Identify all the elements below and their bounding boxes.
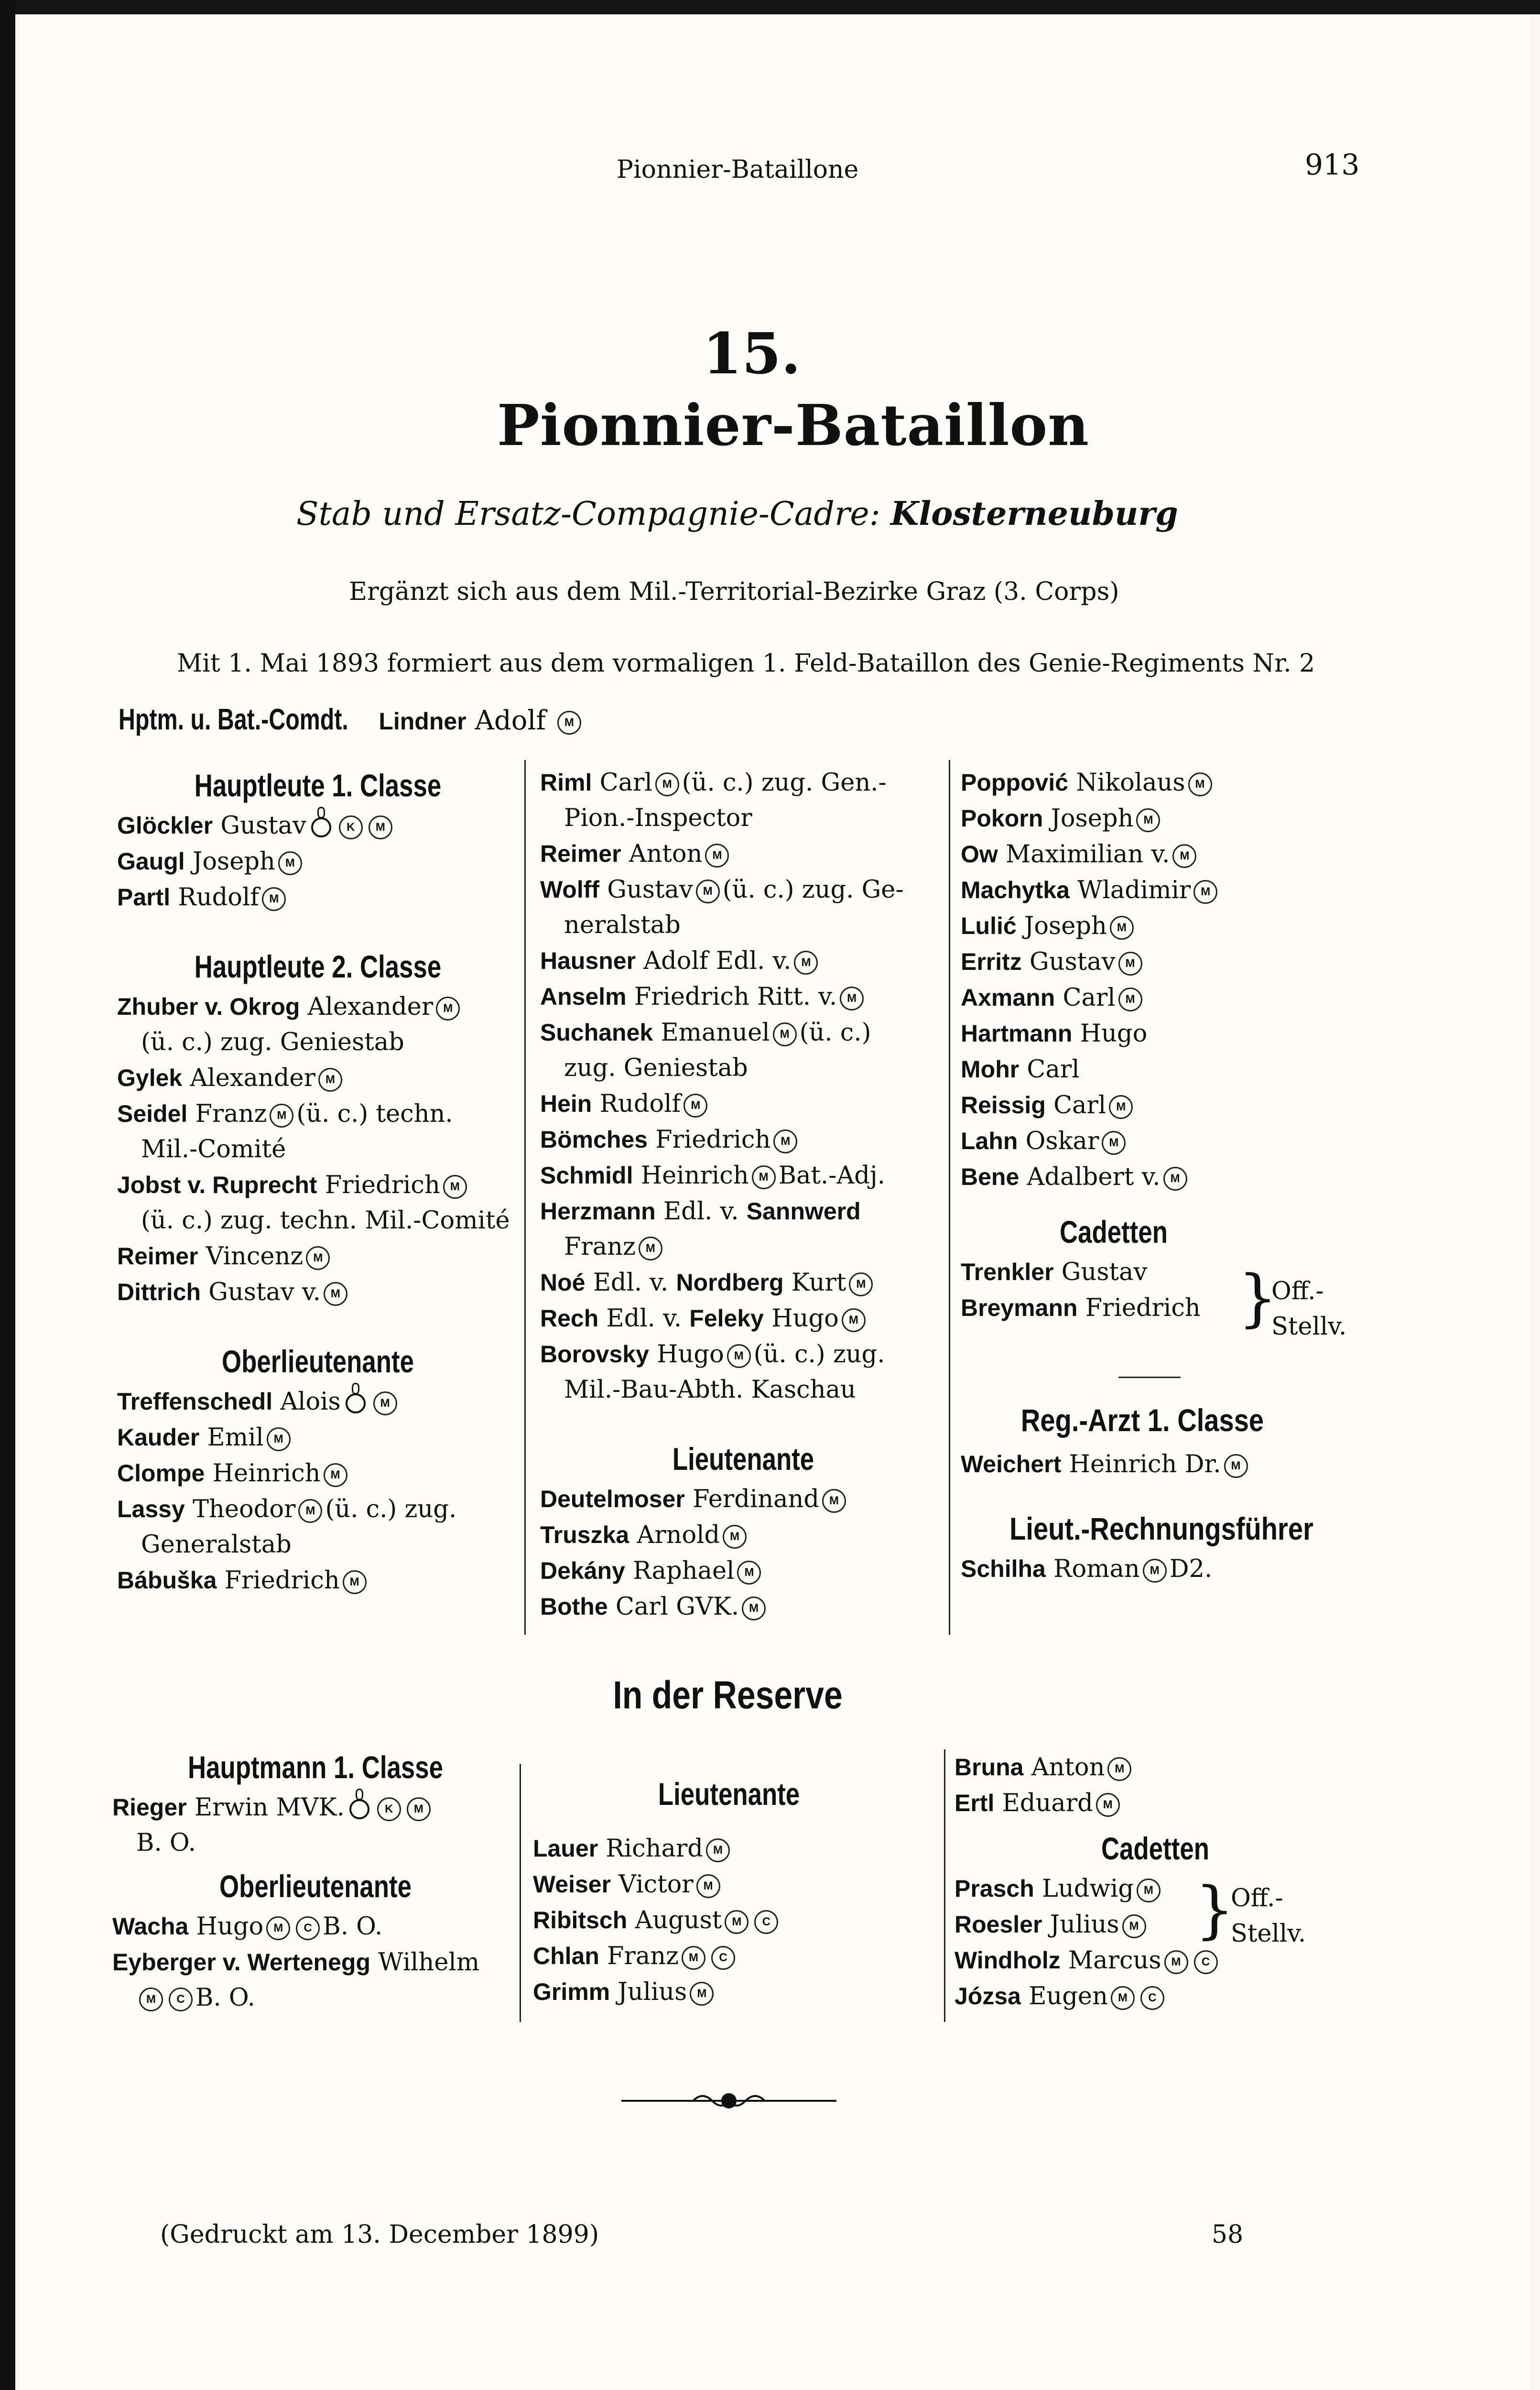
list-item: Bene Adalbert v. M bbox=[961, 1159, 1391, 1195]
column-3 bbox=[961, 765, 1391, 1587]
medal-m-icon: M bbox=[723, 1525, 747, 1549]
list-item: Weiser Victor M bbox=[533, 1867, 934, 1902]
list-item: Bothe Carl GVK. M bbox=[540, 1589, 946, 1625]
medal-m-icon: M bbox=[1164, 1950, 1188, 1974]
medal-m-icon: M bbox=[773, 1130, 797, 1153]
list-item: Treffenschedl Alois M bbox=[117, 1384, 519, 1420]
reserve-heading: In der Reserve bbox=[613, 1673, 843, 1717]
heading-reg-arzt: Reg.-Arzt 1. Classe bbox=[1020, 1402, 1264, 1438]
ornament-divider-icon bbox=[621, 2089, 836, 2113]
order-icon bbox=[346, 1393, 366, 1413]
sheet-number: 58 bbox=[1212, 2220, 1244, 2249]
commander-surname: Lindner bbox=[379, 708, 466, 735]
medal-m-icon: M bbox=[1118, 988, 1142, 1011]
medal-m-icon: M bbox=[752, 1165, 776, 1189]
list-item: Suchanek Emanuel M (ü. c.) bbox=[540, 1019, 871, 1047]
list-item: Windholz Marcus M C bbox=[954, 1943, 1375, 1978]
column-divider bbox=[520, 1764, 521, 2022]
list-item: Reimer Anton M bbox=[540, 836, 946, 872]
list-item: Lauer Richard M bbox=[533, 1831, 934, 1867]
list-item-note: Generalstab bbox=[141, 1531, 292, 1559]
medal-m-icon: M bbox=[690, 1982, 714, 2006]
medal-c-icon: C bbox=[1140, 1986, 1164, 2010]
list-item: Weichert Heinrich Dr. M bbox=[961, 1446, 1391, 1482]
recruitment-line: Ergänzt sich aus dem Mil.-Territorial-Bezirke Graz (3. Corps) bbox=[349, 577, 1119, 606]
medal-m-icon: M bbox=[557, 711, 581, 735]
medal-c-icon: C bbox=[1194, 1950, 1218, 1974]
medal-m-icon: M bbox=[267, 1427, 291, 1451]
list-item: Gaugl Joseph M bbox=[117, 844, 519, 880]
list-item: Axmann Carl M bbox=[961, 980, 1391, 1016]
subtitle bbox=[296, 495, 1178, 533]
list-item: Roesler Julius M bbox=[954, 1907, 1375, 1943]
medal-m-icon: M bbox=[318, 1068, 342, 1092]
heading-hauptmann-1: Hauptmann 1. Classe bbox=[187, 1749, 444, 1785]
list-item: Zhuber v. Okrog Alexander M bbox=[117, 989, 519, 1025]
list-item: Lahn Oskar M bbox=[961, 1123, 1391, 1159]
heading-oberlieutenante: Oberlieutenante bbox=[219, 1869, 412, 1904]
heading-rechnungsfuehrer: Lieut.-Rechnungsführer bbox=[1009, 1511, 1313, 1546]
medal-k-icon: K bbox=[339, 815, 363, 839]
medal-m-icon: M bbox=[1193, 880, 1217, 904]
list-item: Trenkler Gustav bbox=[961, 1258, 1148, 1286]
order-icon bbox=[349, 1799, 369, 1819]
medal-c-icon: C bbox=[754, 1910, 778, 1934]
list-item-note: Pion.-Inspector bbox=[564, 804, 752, 832]
medal-m-icon: M bbox=[306, 1246, 330, 1270]
list-item-note: Mil.-Comité bbox=[141, 1135, 286, 1163]
list-item: Grimm Julius M bbox=[533, 1974, 934, 2010]
brace-icon: } bbox=[1238, 1261, 1278, 1334]
commander-line bbox=[119, 703, 584, 737]
list-item-note: B. O. bbox=[136, 1829, 196, 1857]
list-item: Herzmann Edl. v. Sannwerd bbox=[540, 1197, 861, 1226]
medal-m-icon: M bbox=[324, 1282, 347, 1306]
medal-m-icon: M bbox=[849, 1272, 873, 1296]
medal-m-icon: M bbox=[1118, 952, 1142, 976]
list-item: Prasch Ludwig M bbox=[954, 1871, 1375, 1907]
page-number: 913 bbox=[1305, 148, 1360, 182]
medal-m-icon: M bbox=[373, 1391, 397, 1415]
list-item-note: Franz M bbox=[540, 1229, 946, 1265]
list-item-note: zug. Geniestab bbox=[564, 1054, 748, 1082]
heading-oberlieutenante: Oberlieutenante bbox=[222, 1344, 414, 1379]
list-item: Breymann Friedrich bbox=[961, 1294, 1201, 1322]
medal-m-icon: M bbox=[1110, 916, 1134, 940]
divider bbox=[1118, 1377, 1181, 1378]
medal-m-icon: M bbox=[725, 1910, 748, 1934]
medal-m-icon: M bbox=[696, 880, 720, 903]
medal-m-icon: M bbox=[696, 1874, 720, 1898]
heading-cadetten: Cadetten bbox=[1060, 1214, 1168, 1249]
medal-m-icon: M bbox=[324, 1463, 347, 1487]
list-item: Glöckler Gustav K M bbox=[117, 808, 519, 844]
list-item: Wolff Gustav M (ü. c.) zug. Ge- bbox=[540, 876, 904, 904]
list-item: Rech Edl. v. Feleky Hugo M bbox=[540, 1301, 946, 1336]
medal-m-icon: M bbox=[436, 997, 460, 1021]
subtitle-prefix: Stab und Ersatz-Compagnie-Cadre: bbox=[296, 495, 880, 533]
running-title: Pionnier-Bataillone bbox=[617, 155, 859, 184]
medal-m-icon: M bbox=[794, 951, 818, 975]
list-item: Seidel Franz M (ü. c.) techn. bbox=[117, 1100, 453, 1128]
medal-k-icon: K bbox=[377, 1797, 401, 1821]
heading-lieutenante: Lieutenante bbox=[672, 1441, 814, 1477]
medal-m-icon: M bbox=[407, 1797, 431, 1821]
list-item: Hein Rudolf M bbox=[540, 1086, 946, 1122]
list-item: Reimer Vincenz M bbox=[117, 1238, 519, 1274]
medal-m-icon: M bbox=[139, 1988, 163, 2011]
list-item: Dittrich Gustav v. M bbox=[117, 1274, 519, 1310]
list-item: Gylek Alexander M bbox=[117, 1060, 519, 1096]
cadet-rank-note: Off.- Stellv. bbox=[1271, 1277, 1347, 1341]
column-divider bbox=[949, 760, 950, 1635]
list-item: Józsa Eugen M C bbox=[954, 1978, 1375, 2014]
medal-m-icon: M bbox=[1102, 1131, 1126, 1155]
list-item-note: M C B. O. bbox=[112, 1980, 519, 2016]
column-1 bbox=[117, 760, 519, 1598]
medal-m-icon: M bbox=[369, 815, 392, 839]
list-item: Anselm Friedrich Ritt. v. M bbox=[540, 979, 946, 1015]
medal-m-icon: M bbox=[298, 1499, 322, 1523]
medal-c-icon: C bbox=[711, 1946, 735, 1970]
list-item: Bömches Friedrich M bbox=[540, 1122, 946, 1158]
list-item: Riml Carl M (ü. c.) zug. Gen.- bbox=[540, 769, 887, 797]
list-item: Ow Maximilian v. M bbox=[961, 836, 1391, 872]
list-item: Lulić Joseph M bbox=[961, 908, 1391, 944]
list-item: Borovsky Hugo M (ü. c.) zug. bbox=[540, 1340, 885, 1369]
medal-m-icon: M bbox=[1136, 808, 1160, 832]
commander-label: Hptm. u. Bat.-Comdt. bbox=[119, 703, 348, 736]
medal-m-icon: M bbox=[683, 1094, 707, 1118]
medal-m-icon: M bbox=[278, 851, 302, 875]
medal-m-icon: M bbox=[1163, 1167, 1187, 1191]
battalion-number: 15. bbox=[703, 320, 801, 387]
list-item: Wacha Hugo M C B. O. bbox=[112, 1912, 383, 1941]
reserve-column-3 bbox=[954, 1749, 1375, 2014]
list-item: Mohr Carl bbox=[961, 1055, 1080, 1084]
medal-m-icon: M bbox=[1143, 1559, 1167, 1583]
print-date: (Gedruckt am 13. December 1899) bbox=[160, 2220, 599, 2249]
list-item: Truszka Arnold M bbox=[540, 1517, 946, 1553]
list-item: Kauder Emil M bbox=[117, 1420, 519, 1456]
list-item: Noé Edl. v. Nordberg Kurt M bbox=[540, 1265, 946, 1301]
scan-edge-top bbox=[0, 0, 1540, 14]
formation-line: Mit 1. Mai 1893 formiert aus dem vormaligen 1. Feld-Bataillon des Genie-Regiments Nr. 2 bbox=[177, 649, 1315, 678]
reserve-column-1 bbox=[112, 1749, 519, 2016]
list-item: Pokorn Joseph M bbox=[961, 801, 1391, 836]
medal-m-icon: M bbox=[822, 1489, 846, 1513]
heading-hauptleute-1: Hauptleute 1. Classe bbox=[194, 768, 442, 803]
heading-hauptleute-2: Hauptleute 2. Classe bbox=[194, 949, 442, 984]
medal-m-icon: M bbox=[840, 987, 864, 1010]
page-title: Pionnier-Bataillon bbox=[497, 392, 1090, 458]
medal-m-icon: M bbox=[842, 1308, 866, 1332]
medal-m-icon: M bbox=[1096, 1793, 1120, 1817]
medal-m-icon: M bbox=[639, 1237, 662, 1260]
list-item: Bábuška Friedrich M bbox=[117, 1563, 519, 1598]
list-item: Jobst v. Ruprecht Friedrich M bbox=[117, 1167, 519, 1203]
medal-m-icon: M bbox=[1172, 844, 1196, 868]
commander-given: Adolf bbox=[475, 705, 546, 736]
medal-c-icon: C bbox=[169, 1988, 193, 2011]
medal-m-icon: M bbox=[262, 887, 286, 911]
heading-cadetten: Cadetten bbox=[1101, 1831, 1209, 1866]
medal-m-icon: M bbox=[655, 772, 679, 796]
list-item: Ribitsch August M C bbox=[533, 1902, 934, 1938]
medal-m-icon: M bbox=[443, 1175, 467, 1199]
list-item: Clompe Heinrich M bbox=[117, 1456, 519, 1491]
medal-m-icon: M bbox=[706, 1838, 730, 1862]
column-divider bbox=[944, 1749, 945, 2022]
list-item-note: neralstab bbox=[564, 911, 681, 939]
list-item: Machytka Wladimir M bbox=[961, 872, 1391, 908]
heading-lieutenante: Lieutenante bbox=[658, 1776, 800, 1812]
list-item: Reissig Carl M bbox=[961, 1087, 1391, 1123]
medal-m-icon: M bbox=[270, 1104, 293, 1128]
medal-c-icon: C bbox=[296, 1916, 320, 1940]
medal-m-icon: M bbox=[1137, 1879, 1160, 1902]
medal-m-icon: M bbox=[742, 1597, 766, 1620]
scan-edge-left bbox=[0, 0, 15, 2390]
medal-m-icon: M bbox=[1224, 1454, 1248, 1478]
list-item: Eyberger v. Wertenegg Wilhelm bbox=[112, 1948, 480, 1977]
list-item: Rieger Erwin MVK. K M bbox=[112, 1790, 519, 1825]
medal-m-icon: M bbox=[682, 1946, 705, 1970]
brace-icon: } bbox=[1195, 1873, 1235, 1946]
medal-m-icon: M bbox=[1122, 1914, 1146, 1938]
medal-m-icon: M bbox=[727, 1344, 751, 1368]
list-item: Schmidl Heinrich M Bat.-Adj. bbox=[540, 1162, 885, 1190]
medal-m-icon: M bbox=[705, 844, 729, 868]
list-item: Lassy Theodor M (ü. c.) zug. bbox=[117, 1495, 457, 1523]
medal-m-icon: M bbox=[737, 1561, 761, 1585]
list-item: Chlan Franz M C bbox=[533, 1938, 934, 1974]
column-divider bbox=[524, 760, 526, 1635]
list-item-note: Mil.-Bau-Abth. Kaschau bbox=[564, 1376, 856, 1404]
medal-m-icon: M bbox=[773, 1022, 797, 1046]
reserve-column-2 bbox=[533, 1769, 934, 2010]
list-item-note: (ü. c.) zug. Geniestab bbox=[141, 1028, 404, 1056]
medal-m-icon: M bbox=[1188, 772, 1212, 796]
order-icon bbox=[311, 817, 331, 837]
medal-m-icon: M bbox=[1107, 1757, 1131, 1781]
reserve-cadet-rank-note: Off.- Stellv. bbox=[1231, 1884, 1306, 1948]
list-item: Dekány Raphael M bbox=[540, 1553, 946, 1589]
list-item: Erritz Gustav M bbox=[961, 944, 1391, 980]
list-item: Hartmann Hugo bbox=[961, 1020, 1148, 1048]
subtitle-place: Klosterneuburg bbox=[890, 495, 1178, 533]
list-item: Partl Rudolf M bbox=[117, 880, 519, 915]
medal-m-icon: M bbox=[1111, 1986, 1135, 2010]
medal-m-icon: M bbox=[266, 1916, 290, 1940]
list-item: Bruna Anton M bbox=[954, 1749, 1375, 1785]
list-item: Poppović Nikolaus M bbox=[961, 765, 1391, 801]
list-item: Hausner Adolf Edl. v. M bbox=[540, 943, 946, 979]
list-item: Ertl Eduard M bbox=[954, 1785, 1375, 1821]
column-2 bbox=[540, 765, 946, 1625]
list-item-note: (ü. c.) zug. techn. Mil.-Comité bbox=[141, 1206, 510, 1235]
medal-m-icon: M bbox=[343, 1570, 367, 1594]
list-item: Deutelmoser Ferdinand M bbox=[540, 1481, 946, 1517]
medal-m-icon: M bbox=[1109, 1095, 1133, 1119]
list-item: Schilha Roman M D2. bbox=[961, 1555, 1213, 1583]
